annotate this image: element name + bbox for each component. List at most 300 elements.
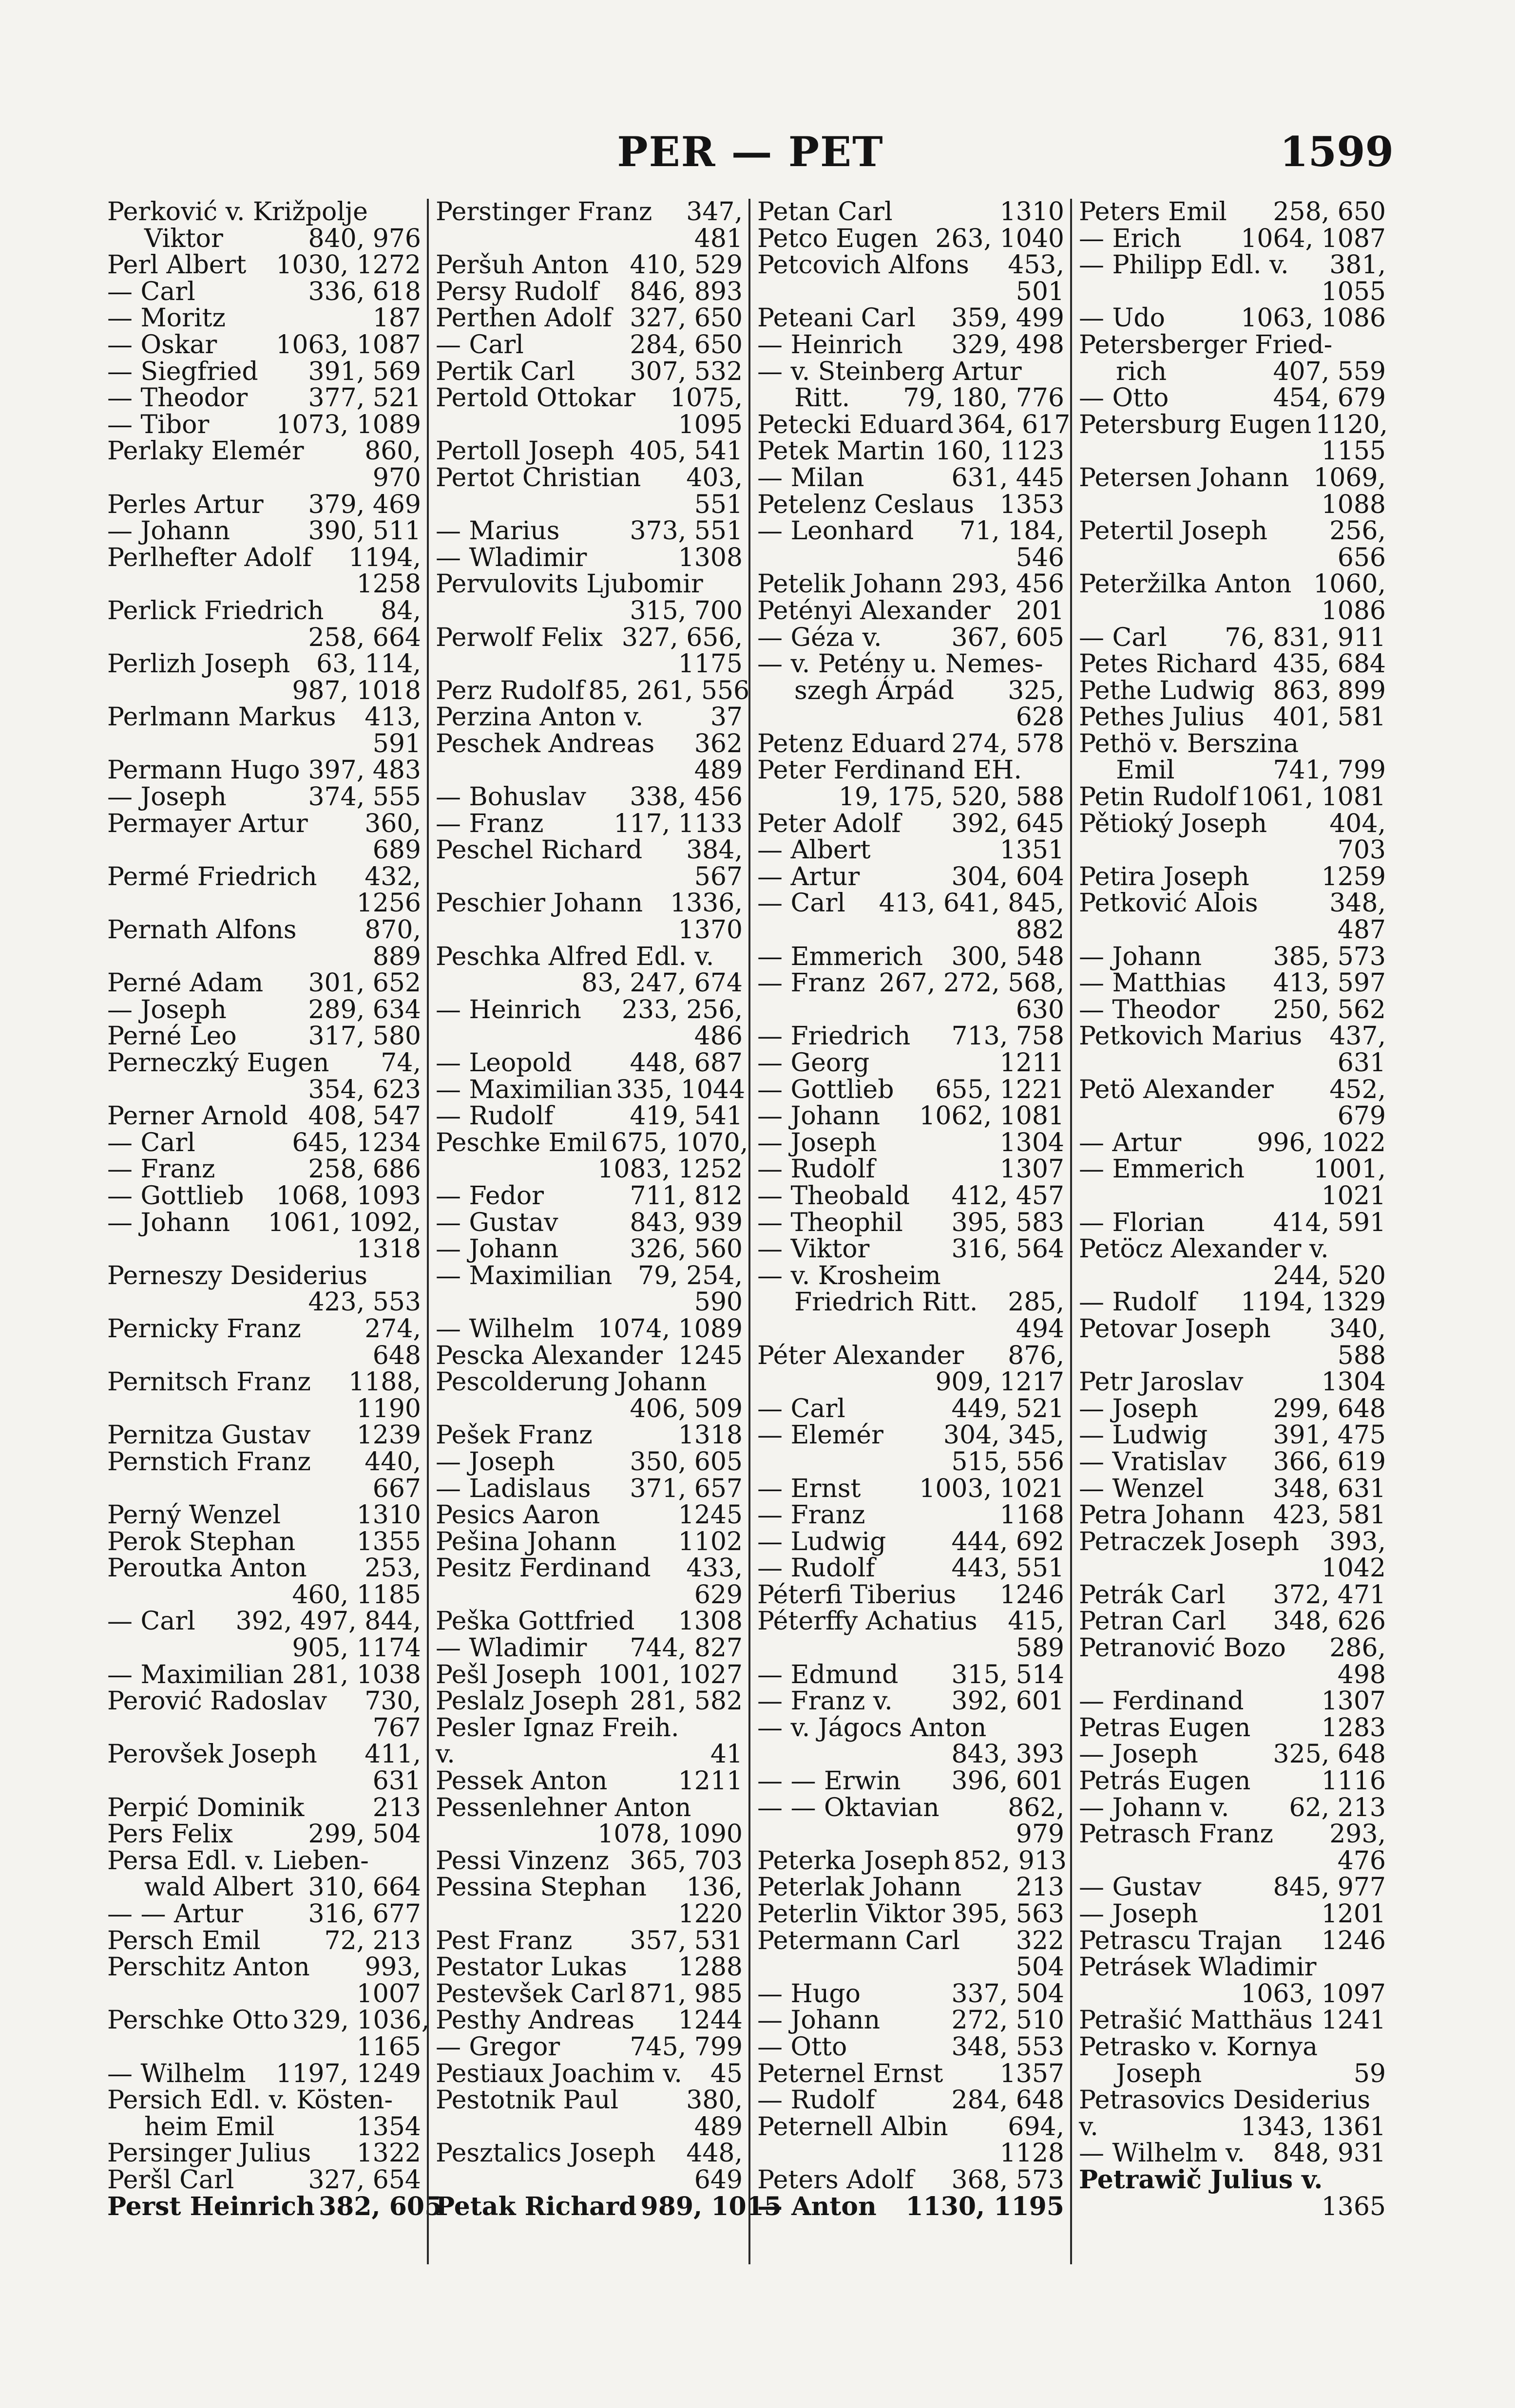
index-entry xyxy=(107,1741,421,1768)
index-entry xyxy=(1079,917,1386,944)
entry-name: Petak Richard xyxy=(436,2191,637,2221)
entry-name: Peška Gottfried xyxy=(436,1607,635,1636)
entry-pages: 284, 650 xyxy=(630,330,743,360)
index-entry xyxy=(436,1023,743,1050)
entry-name: Petranović Bozo xyxy=(1079,1633,1286,1663)
entry-name: — Albert xyxy=(757,835,871,865)
index-entry xyxy=(107,1582,421,1609)
index-entry xyxy=(436,997,743,1024)
entry-name: Péter Alexander xyxy=(757,1341,964,1370)
entry-pages: 1220 xyxy=(678,1899,743,1929)
entry-pages: 1188, xyxy=(348,1367,421,1397)
entry-name: — Carl xyxy=(757,889,845,918)
entry-pages: 382, 605 xyxy=(318,2191,442,2221)
entry-name: — Theodor xyxy=(1079,995,1220,1024)
entry-name: — Joseph xyxy=(107,995,227,1024)
index-entry xyxy=(1079,1954,1386,1981)
entry-name: — Friedrich xyxy=(757,1022,911,1051)
index-entry xyxy=(757,1688,1064,1715)
entry-pages: 329, 1036, xyxy=(292,2006,430,2035)
entry-name: — Udo xyxy=(1079,303,1165,333)
index-entry xyxy=(757,492,1064,518)
index-entry xyxy=(436,1343,743,1369)
entry-pages: 487 xyxy=(1337,915,1386,945)
index-entry xyxy=(757,279,1064,305)
entry-name: Perz Rudolf xyxy=(436,676,585,705)
entry-pages: 412, 457 xyxy=(951,1181,1064,1211)
entry-pages: 1001, 1027 xyxy=(597,1660,743,1689)
entry-pages: 348, xyxy=(1329,889,1386,918)
entry-pages: 889 xyxy=(372,942,421,971)
entry-pages: 1245 xyxy=(678,1341,743,1370)
entry-name: — Gottlieb xyxy=(107,1181,244,1211)
index-entry xyxy=(757,410,1071,439)
index-entry xyxy=(436,731,743,758)
entry-name: Petrascu Trajan xyxy=(1079,1926,1283,1955)
index-entry xyxy=(107,1023,421,1050)
entry-name: Petersburg Eugen xyxy=(1079,410,1312,439)
index-entry xyxy=(107,2140,421,2167)
entry-pages: 1318 xyxy=(678,1421,743,1450)
index-entry xyxy=(107,545,421,571)
entry-name: Emil xyxy=(1116,756,1175,785)
entry-name: Petr Jaroslav xyxy=(1079,1367,1244,1397)
entry-pages: 1201 xyxy=(1321,1899,1386,1929)
entry-pages: 589 xyxy=(1016,1633,1064,1663)
entry-pages: 1357 xyxy=(999,2059,1064,2088)
entry-pages: 448, 687 xyxy=(630,1048,743,1078)
entry-name: Petrásek Wladimir xyxy=(1079,1953,1317,1982)
index-entry xyxy=(757,545,1064,571)
entry-name: — Fedor xyxy=(436,1181,544,1211)
index-entry xyxy=(1079,412,1386,438)
entry-pages: 63, 114, xyxy=(316,649,421,679)
index-entry xyxy=(107,359,421,385)
entry-pages: 1021 xyxy=(1321,1181,1386,1211)
entry-name: Peršuh Anton xyxy=(436,250,609,280)
entry-pages: 304, 345, xyxy=(943,1421,1064,1450)
entry-name: Pernitza Gustav xyxy=(107,1421,311,1450)
index-entry xyxy=(107,1369,421,1396)
entry-name: — Oskar xyxy=(107,330,217,360)
index-entry xyxy=(107,465,421,492)
entry-pages: 515, 556 xyxy=(951,1447,1064,1477)
entry-name: — Emmerich xyxy=(1079,1155,1245,1184)
entry-pages: 1069, xyxy=(1313,463,1386,493)
index-entry xyxy=(107,1555,421,1582)
index-entry xyxy=(757,704,1064,731)
index-entry xyxy=(757,2034,1064,2061)
entry-name: Petras Eugen xyxy=(1079,1713,1251,1743)
entry-name: Peterlin Viktor xyxy=(757,1899,945,1929)
entry-name: Perst Heinrich xyxy=(107,2191,315,2221)
entry-name: — Joseph xyxy=(1079,1394,1198,1423)
index-entry xyxy=(107,279,421,305)
index-entry xyxy=(757,1369,1064,1396)
index-entry xyxy=(1079,678,1386,704)
entry-name: — Edmund xyxy=(757,1660,899,1689)
entry-pages: 304, 604 xyxy=(951,862,1064,891)
index-entry xyxy=(107,1130,421,1157)
index-entry xyxy=(1079,2114,1386,2141)
entry-pages: 381, xyxy=(1329,250,1386,280)
entry-name: Peternell Albin xyxy=(757,2112,948,2142)
index-entry xyxy=(757,2140,1064,2167)
index-entry xyxy=(107,1821,421,1848)
entry-name: — — Oktavian xyxy=(757,1793,940,1822)
index-entry xyxy=(107,571,421,598)
entry-name: — Bohuslav xyxy=(436,782,586,812)
entry-pages: 689 xyxy=(372,835,421,865)
index-entry xyxy=(107,2061,421,2087)
entry-name: Perlick Friedrich xyxy=(107,596,324,626)
index-entry xyxy=(1079,1156,1386,1183)
index-entry xyxy=(1079,1183,1386,1210)
entry-pages: 274, 578 xyxy=(951,729,1064,758)
entry-pages: 84, xyxy=(381,596,421,626)
index-entry xyxy=(436,1289,743,1316)
index-entry xyxy=(107,1848,421,1875)
index-entry xyxy=(1079,1476,1386,1502)
index-entry xyxy=(757,1608,1064,1635)
index-entry xyxy=(757,1263,1064,1289)
entry-pages: 648 xyxy=(372,1341,421,1370)
index-entry xyxy=(436,1210,743,1236)
entry-pages: 449, 521 xyxy=(951,1394,1064,1423)
index-entry xyxy=(436,970,743,997)
index-entry xyxy=(107,1662,421,1688)
index-entry xyxy=(107,678,421,704)
entry-pages: 1064, 1087 xyxy=(1241,224,1386,253)
entry-name: Pestator Lukas xyxy=(436,1953,627,1982)
index-entry xyxy=(107,598,421,625)
entry-name: Pessenlehner Anton xyxy=(436,1793,691,1822)
entry-pages: 327, 656, xyxy=(621,623,743,652)
index-entry xyxy=(107,1954,421,1981)
entry-name: Petö Alexander xyxy=(1079,1075,1274,1104)
entry-pages: 1310 xyxy=(999,197,1064,227)
entry-name: — Wladimir xyxy=(436,1633,587,1663)
entry-name: Persa Edl. v. Lieben- xyxy=(107,1846,369,1876)
index-entry xyxy=(107,412,421,438)
entry-pages: 745, 799 xyxy=(630,2032,743,2062)
entry-name: Pešina Johann xyxy=(436,1527,617,1556)
entry-name: Perner Arnold xyxy=(107,1101,288,1131)
entry-pages: 486 xyxy=(694,1022,743,1051)
entry-pages: 395, 583 xyxy=(951,1208,1064,1237)
entry-pages: 325, xyxy=(1008,676,1064,705)
index-entry xyxy=(436,837,743,864)
index-entry xyxy=(1079,757,1386,784)
entry-pages: 379, 469 xyxy=(308,490,421,519)
entry-pages: 629 xyxy=(694,1580,743,1610)
entry-name: szegh Árpád xyxy=(794,676,955,705)
index-entry xyxy=(1079,279,1386,305)
entry-pages: 256, xyxy=(1329,516,1386,546)
index-entry xyxy=(436,545,743,571)
entry-pages: 367, 605 xyxy=(951,623,1064,652)
entry-pages: 432, xyxy=(364,862,421,891)
entry-pages: 37 xyxy=(710,702,743,732)
index-entry xyxy=(436,1795,743,1821)
index-entry xyxy=(1079,1795,1386,1821)
index-entry xyxy=(757,1768,1064,1795)
index-entry xyxy=(107,1635,421,1662)
entry-pages: 1095 xyxy=(678,410,743,439)
entry-pages: 882 xyxy=(1016,915,1064,945)
entry-name: Perlmann Markus xyxy=(107,702,336,732)
entry-pages: 1075, xyxy=(670,383,743,413)
entry-name: — Carl xyxy=(1079,623,1167,652)
entry-pages: 744, 827 xyxy=(630,1633,743,1663)
entry-name: Pertold Ottokar xyxy=(436,383,636,413)
index-entry xyxy=(757,2114,1064,2141)
entry-name: — Wladimir xyxy=(436,543,587,572)
entry-pages: 1211 xyxy=(678,1766,743,1796)
entry-pages: 405, 541 xyxy=(630,436,743,466)
entry-pages: 501 xyxy=(1016,277,1064,306)
entry-pages: 437, xyxy=(1329,1022,1386,1051)
entry-name: — Johann xyxy=(757,1101,881,1131)
index-entry xyxy=(107,1103,421,1130)
entry-name: Petković Alois xyxy=(1079,889,1258,918)
entry-pages: 401, 581 xyxy=(1273,702,1386,732)
index-entry xyxy=(1079,545,1386,571)
entry-name: heim Emil xyxy=(144,2112,275,2142)
entry-pages: 440, xyxy=(364,1447,421,1477)
index-entry xyxy=(436,1502,743,1529)
index-entry xyxy=(436,1156,743,1183)
entry-pages: 117, 1133 xyxy=(614,809,743,838)
entry-pages: 1351 xyxy=(999,835,1064,865)
index-entry xyxy=(757,226,1064,252)
entry-name: Perzina Anton v. xyxy=(436,702,644,732)
index-entry xyxy=(1079,837,1386,864)
index-entry xyxy=(107,1928,421,1954)
index-entry xyxy=(107,1210,421,1236)
index-entry xyxy=(1079,1768,1386,1795)
entry-pages: 213 xyxy=(1016,1873,1064,1902)
index-entry xyxy=(107,2114,421,2141)
index-entry xyxy=(107,2034,421,2061)
entry-pages: 1239 xyxy=(356,1421,421,1450)
entry-pages: 316, 564 xyxy=(951,1234,1064,1264)
entry-pages: 315, 700 xyxy=(630,596,743,626)
index-entry xyxy=(757,1928,1064,1954)
entry-pages: 1197, 1249 xyxy=(276,2059,421,2088)
entry-pages: 335, 1044 xyxy=(616,1075,746,1104)
index-entry xyxy=(1079,1050,1386,1077)
entry-pages: 448, xyxy=(686,2139,743,2168)
index-entry xyxy=(757,2061,1064,2087)
entry-pages: 860, xyxy=(364,436,421,466)
entry-pages: 1244 xyxy=(678,2006,743,2035)
entry-name: Perpić Dominik xyxy=(107,1793,305,1822)
index-entry xyxy=(757,678,1064,704)
index-entry xyxy=(107,1050,421,1077)
entry-name: — Heinrich xyxy=(436,995,581,1024)
entry-pages: 1063, 1097 xyxy=(1241,1979,1386,2009)
index-entry xyxy=(1079,1555,1386,1582)
index-entry xyxy=(757,917,1064,944)
index-entry xyxy=(436,412,743,438)
entry-name: — Rudolf xyxy=(436,1101,554,1131)
entry-pages: 1063, 1086 xyxy=(1241,303,1386,333)
entry-pages: 392, 645 xyxy=(951,809,1064,838)
index-entry xyxy=(107,1715,421,1742)
entry-pages: 392, 601 xyxy=(951,1687,1064,1716)
entry-name: Petan Carl xyxy=(757,197,893,227)
entry-pages: 1304 xyxy=(1321,1367,1386,1397)
index-entry xyxy=(1079,2061,1386,2087)
entry-name: Pertot Christian xyxy=(436,463,641,493)
index-entry xyxy=(1079,571,1386,598)
index-entry xyxy=(1079,1130,1386,1157)
index-entry xyxy=(1079,1874,1386,1901)
index-entry xyxy=(1079,731,1386,758)
index-entry xyxy=(757,438,1064,465)
entry-pages: 41 xyxy=(710,1740,743,1769)
index-entry xyxy=(436,1422,743,1449)
entry-pages: 730, xyxy=(364,1687,421,1716)
index-entry xyxy=(436,1369,743,1396)
index-entry xyxy=(1079,1635,1386,1662)
entry-pages: 233, 256, xyxy=(621,995,743,1024)
entry-pages: 258, 650 xyxy=(1273,197,1386,227)
entry-pages: 1061, 1081 xyxy=(1241,782,1386,812)
index-entry xyxy=(436,226,743,252)
entry-name: Petra Johann xyxy=(1079,1500,1245,1530)
index-entry xyxy=(1079,598,1386,625)
index-entry xyxy=(1079,359,1386,385)
index-entry xyxy=(1079,492,1386,518)
index-entry xyxy=(107,1529,421,1555)
index-entry xyxy=(107,518,421,545)
entry-pages: 863, 899 xyxy=(1273,676,1386,705)
entry-name: Perneszy Desiderius xyxy=(107,1261,368,1290)
entry-name: Petelenz Ceslaus xyxy=(757,490,974,519)
index-entry xyxy=(436,2167,743,2194)
index-entry xyxy=(107,385,421,412)
index-entry xyxy=(107,651,421,678)
entry-name: Permé Friedrich xyxy=(107,862,317,891)
index-entry xyxy=(436,784,743,811)
entry-name: Pestevšek Carl xyxy=(436,1979,625,2009)
index-entry xyxy=(107,864,421,891)
index-column xyxy=(427,197,782,2264)
entry-pages: 289, 634 xyxy=(308,995,421,1024)
entry-pages: 365, 703 xyxy=(630,1846,743,1876)
entry-pages: 372, 471 xyxy=(1273,1580,1386,1610)
entry-pages: 1370 xyxy=(678,915,743,945)
index-entry xyxy=(436,492,743,518)
index-entry xyxy=(757,1954,1064,1981)
entry-pages: 1007 xyxy=(356,1979,421,2009)
index-entry xyxy=(107,944,421,970)
entry-pages: 385, 573 xyxy=(1273,942,1386,971)
entry-pages: 79, 254, xyxy=(637,1261,743,1290)
index-entry xyxy=(107,1874,421,1901)
entry-pages: 258, 686 xyxy=(308,1155,421,1184)
entry-name: Petraczek Joseph xyxy=(1079,1527,1299,1556)
index-entry xyxy=(1079,1077,1386,1103)
entry-pages: 848, 931 xyxy=(1273,2139,1386,2168)
entry-name: Péterfi Tiberius xyxy=(757,1580,957,1610)
index-entry xyxy=(107,784,421,811)
entry-pages: 354, 623 xyxy=(308,1075,421,1104)
entry-name: Petecki Eduard xyxy=(757,410,954,439)
entry-name: — Maximilian xyxy=(436,1261,613,1290)
index-entry xyxy=(107,917,421,944)
index-entry xyxy=(757,1635,1064,1662)
index-entry xyxy=(436,571,743,598)
index-entry xyxy=(757,757,1064,784)
entry-pages: 377, 521 xyxy=(308,383,421,413)
index-entry xyxy=(107,2167,421,2194)
index-entry xyxy=(757,1023,1064,1050)
index-entry xyxy=(1079,811,1386,837)
entry-pages: 591 xyxy=(372,729,421,758)
index-entry xyxy=(1079,651,1386,678)
index-entry xyxy=(436,2034,743,2061)
entry-name: Perschke Otto xyxy=(107,2006,289,2035)
index-entry xyxy=(1079,199,1386,226)
entry-name: Joseph xyxy=(1116,2059,1202,2088)
entry-pages: 481 xyxy=(694,224,743,253)
index-entry xyxy=(1079,1316,1386,1343)
entry-name: Pestotnik Paul xyxy=(436,2086,619,2115)
entry-pages: 631 xyxy=(1337,1048,1386,1078)
index-entry xyxy=(1079,704,1386,731)
entry-name: Petkovich Marius xyxy=(1079,1022,1303,1051)
index-entry xyxy=(1079,1848,1386,1875)
entry-name: Peschka Alfred Edl. v. xyxy=(436,942,714,971)
entry-name: Pescolderung Johann xyxy=(436,1367,707,1397)
entry-name: Perné Leo xyxy=(107,1022,237,1051)
entry-name: Peschier Johann xyxy=(436,889,643,918)
index-entry xyxy=(436,465,743,492)
entry-pages: 979 xyxy=(1016,1820,1064,1849)
entry-name: — Gustav xyxy=(436,1208,558,1237)
entry-pages: 454, 679 xyxy=(1273,383,1386,413)
index-entry xyxy=(757,784,1064,811)
entry-name: — Emmerich xyxy=(757,942,923,971)
index-entry xyxy=(1079,1928,1386,1954)
entry-name: Pernitsch Franz xyxy=(107,1367,311,1397)
entry-pages: 396, 601 xyxy=(951,1766,1064,1796)
index-entry xyxy=(107,1449,421,1476)
entry-name: — Joseph xyxy=(107,782,227,812)
index-entry xyxy=(107,1981,421,2008)
entry-pages: 703 xyxy=(1337,835,1386,865)
page-header xyxy=(107,128,1394,181)
index-entry xyxy=(757,518,1064,545)
entry-name: Petertil Joseph xyxy=(1079,516,1268,546)
entry-name: Peterlak Johann xyxy=(757,1873,962,1902)
index-entry xyxy=(1079,2087,1386,2114)
entry-name: Persch Emil xyxy=(107,1926,261,1955)
index-entry xyxy=(1079,1422,1386,1449)
index-entry xyxy=(757,837,1064,864)
index-entry xyxy=(436,1954,743,1981)
index-entry xyxy=(1079,305,1386,332)
entry-pages: 307, 532 xyxy=(630,357,743,386)
entry-pages: 284, 648 xyxy=(951,2086,1064,2115)
entry-pages: 413, 597 xyxy=(1273,968,1386,998)
index-entry xyxy=(107,1768,421,1795)
entry-pages: 996, 1022 xyxy=(1257,1128,1386,1157)
entry-pages: 767 xyxy=(372,1713,421,1743)
